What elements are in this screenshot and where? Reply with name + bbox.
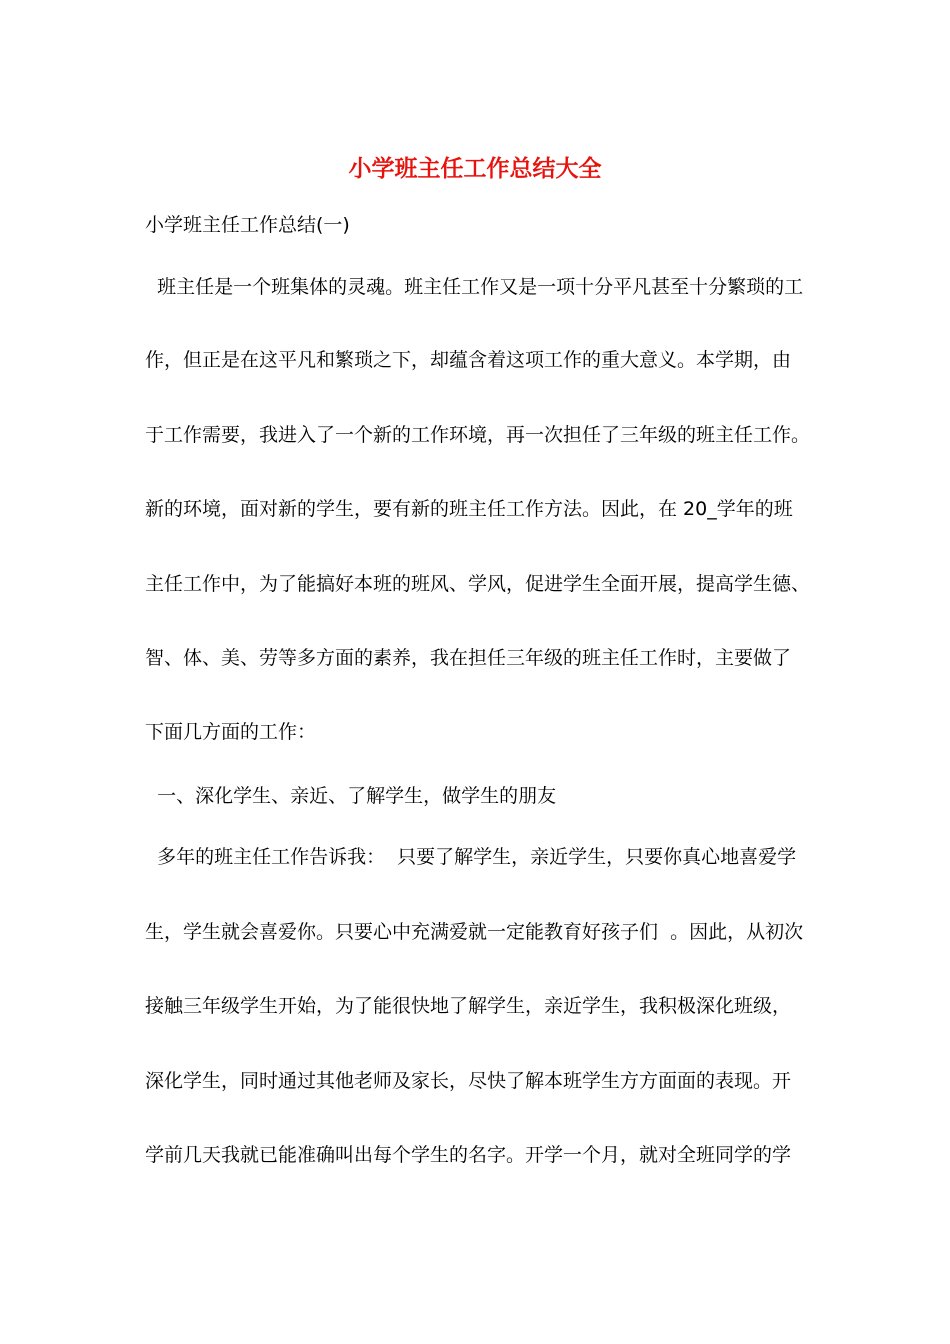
body-line-4: 新的环境，面对新的学生，要有新的班主任工作方法。因此，在 20_学年的班 <box>145 498 793 520</box>
body-line-3: 于工作需要，我进入了一个新的工作环境，再一次担任了三年级的班主任工作。 <box>145 424 811 446</box>
document-title: 小学班主任工作总结大全 <box>348 155 602 182</box>
body-line-11: 深化学生，同时通过其他老师及家长，尽快了解本班学生方方面面的表现。开 <box>145 1070 792 1092</box>
body-line-6: 智、体、美、劳等多方面的素养，我在担任三年级的班主任工作时，主要做了 <box>145 647 792 669</box>
section-subtitle: 小学班主任工作总结(一) <box>145 214 350 236</box>
body-line-2: 作，但正是在这平凡和繁琐之下，却蕴含着这项工作的重大意义。本学期，由 <box>145 349 792 371</box>
body-line-12: 学前几天我就已能准确叫出每个学生的名字。开学一个月，就对全班同学的学 <box>145 1144 792 1166</box>
body-line-8: 多年的班主任工作告诉我： 只要了解学生，亲近学生，只要你真心地喜爱学 <box>145 846 797 868</box>
body-line-5: 主任工作中，为了能搞好本班的班风、学风，促进学生全面开展，提高学生德、 <box>145 573 811 595</box>
body-line-1: 班主任是一个班集体的灵魂。班主任工作又是一项十分平凡甚至十分繁琐的工 <box>145 276 804 298</box>
body-line-9: 生，学生就会喜爱你。只要心中充满爱就一定能教育好孩子们 。因此，从初次 <box>145 921 804 943</box>
body-line-10: 接触三年级学生开始，为了能很快地了解学生，亲近学生，我积极深化班级， <box>145 995 792 1017</box>
section-heading-1: 一、深化学生、亲近、了解学生，做学生的朋友 <box>145 785 557 807</box>
body-line-7: 下面几方面的工作： <box>145 721 317 743</box>
